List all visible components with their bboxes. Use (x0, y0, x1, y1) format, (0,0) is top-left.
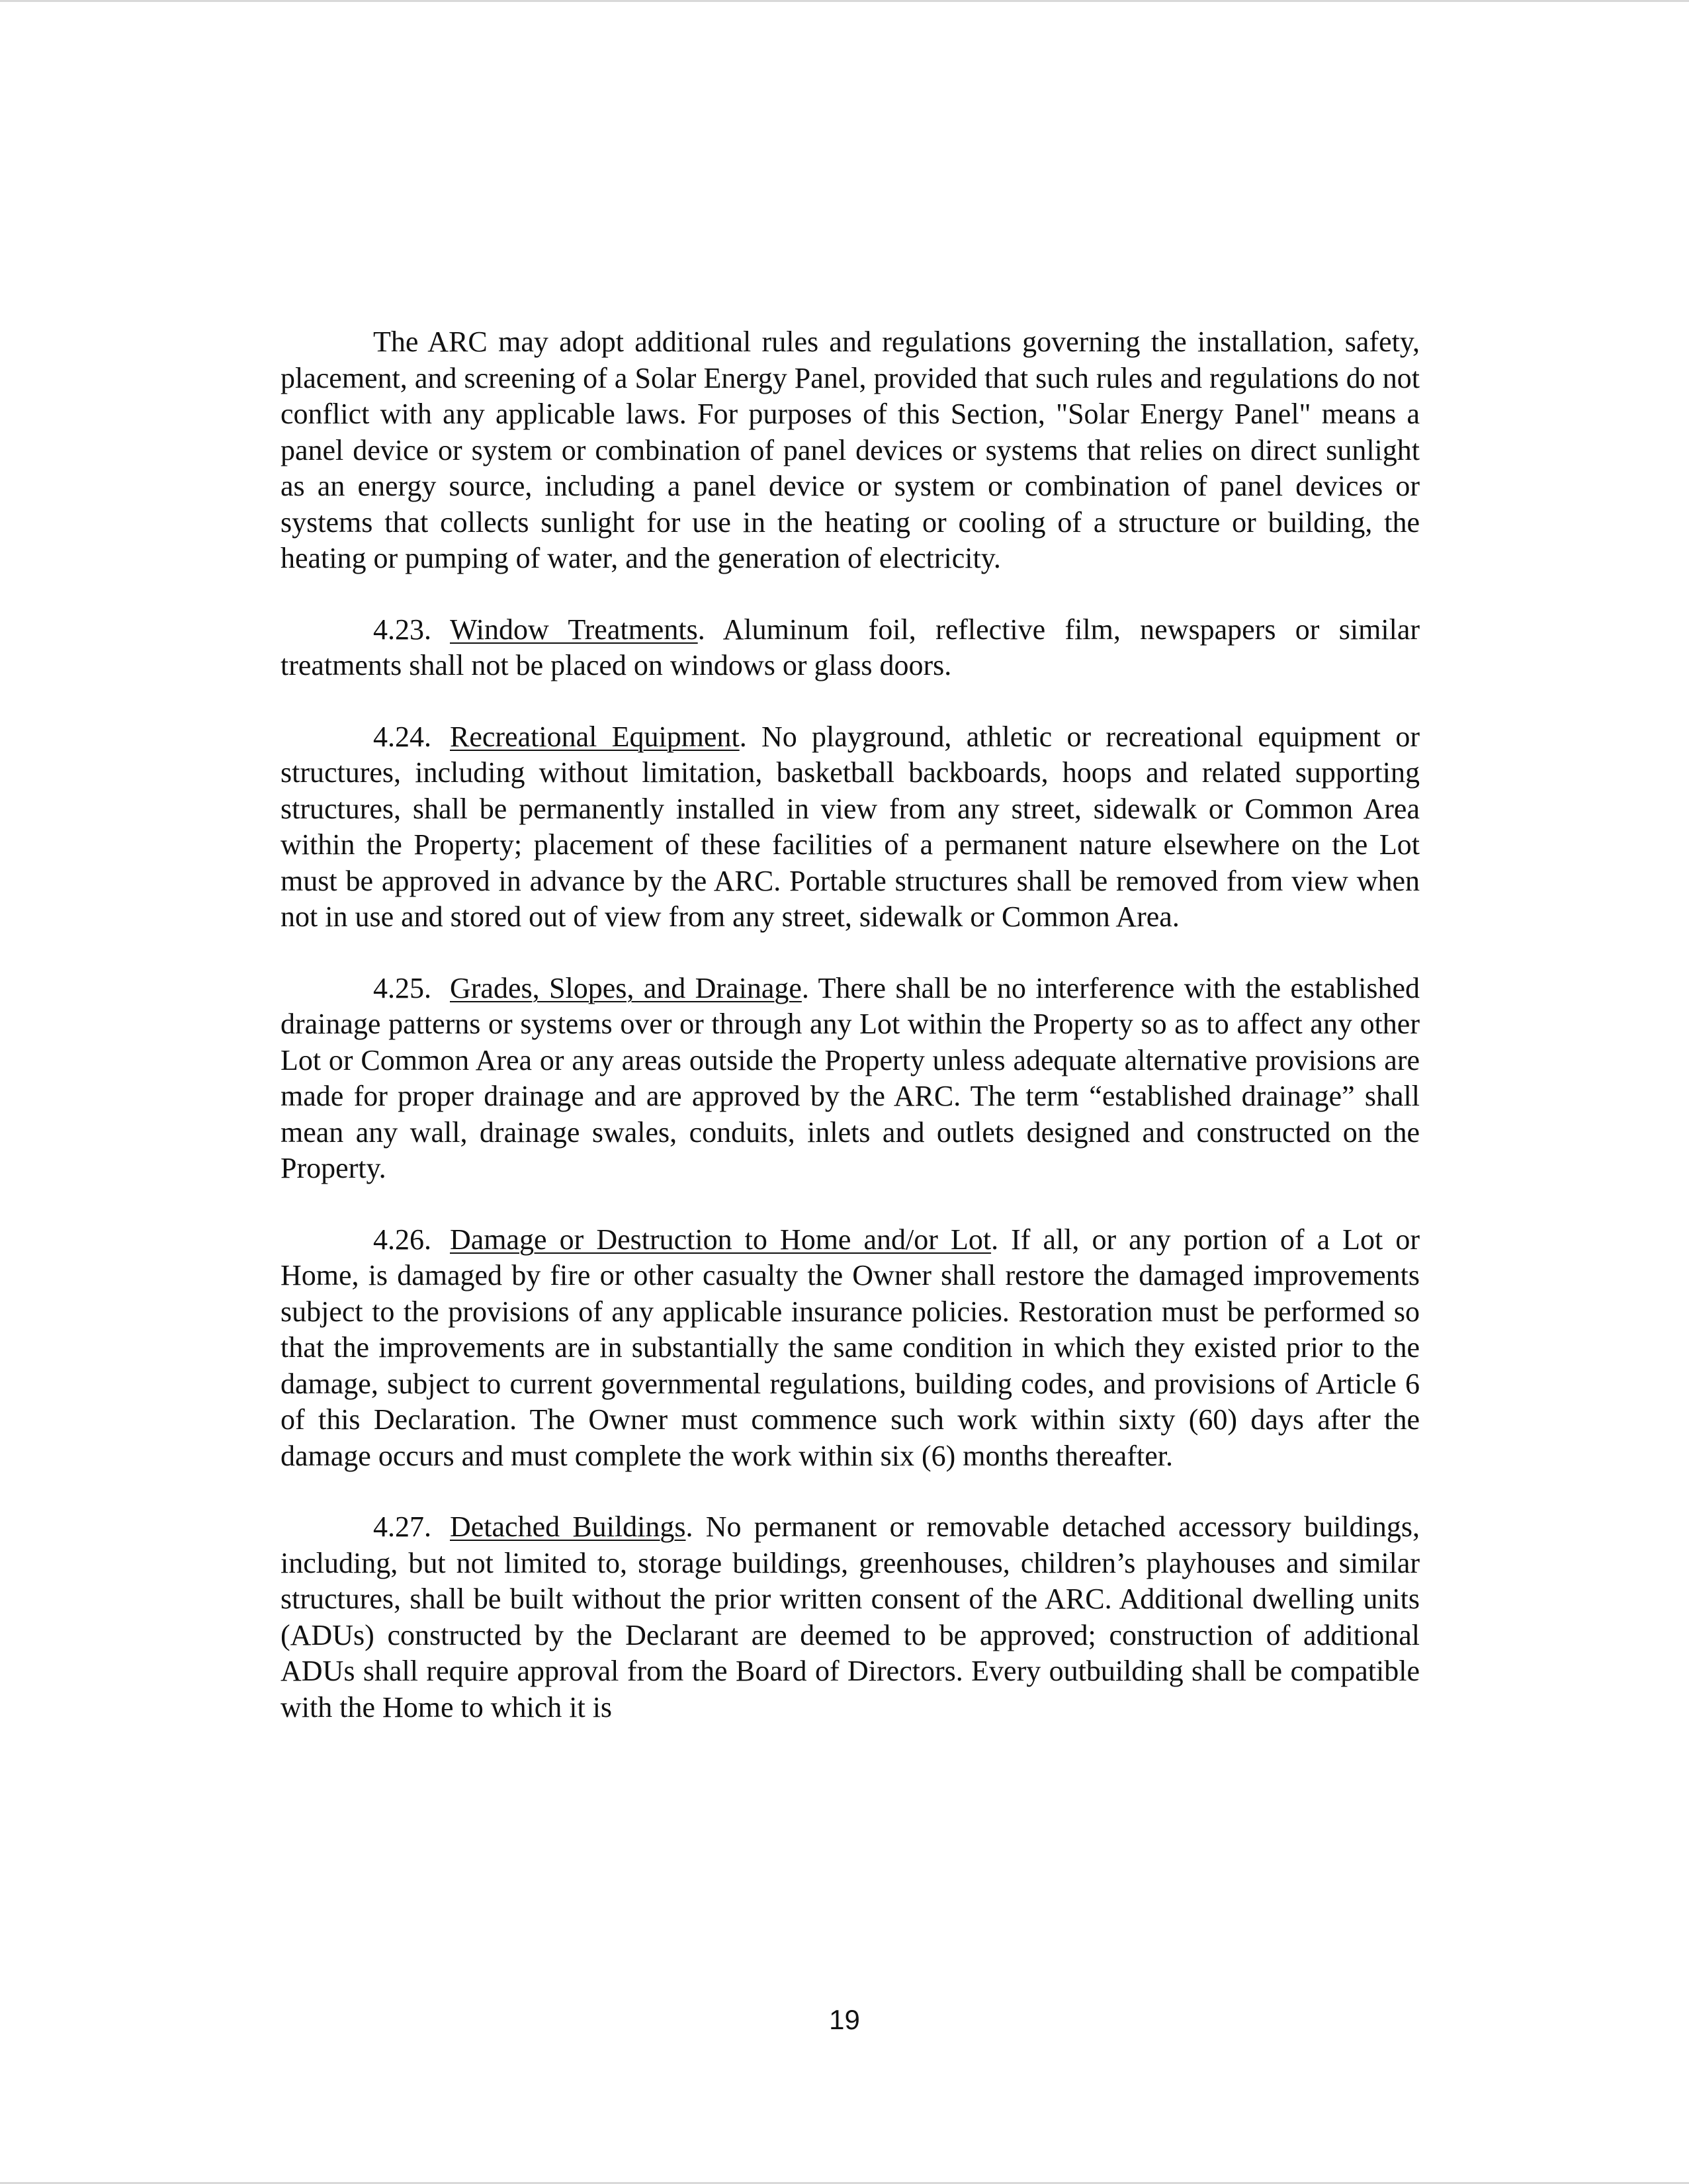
section-4-26 (281, 1222, 1420, 1475)
section-title: Window Treatments (450, 613, 698, 646)
section-number: 4.26. (373, 1223, 431, 1256)
section-number: 4.24. (373, 720, 431, 753)
section-text: . No permanent or removable detached accessory buildings, including, but not limited to, storage buildings, greenhouses, children’s playhouses and similar structures, shall be built without the prior written consent of the ARC. Additional dwelling units (ADUs) constructed by the Declarant are deemed to be approved; construction of additional ADUs shall require approval from the Board of Directors. Every outbuilding shall be compatible with the Home to which it is (281, 1510, 1420, 1724)
section-4-25 (281, 971, 1420, 1187)
section-4-23 (281, 612, 1420, 684)
page-number: 19 (829, 2004, 860, 2035)
section-title: Detached Buildings (450, 1510, 686, 1543)
section-number: 4.25. (373, 971, 431, 1004)
section-text: . No playground, athletic or recreational equipment or structures, including without limitation, basketball backboards, hoops and related supporting structures, shall be permanently installed in view from any street, sidewalk or Common Area within the Property; placement of these facilities of a permanent nature elsewhere on the Lot must be approved in advance by the ARC. Portable structures shall be removed from view when not in use and stored out of view from any street, sidewalk or Common Area. (281, 720, 1420, 933)
section-number: 4.23. (373, 613, 431, 646)
section-text: . If all, or any portion of a Lot or Home, is damaged by fire or other casualty the Owner shall restore the damaged improvements subject to the provisions of any applicable insurance policies. Restoration must be performed so that the improvements are in substantially the same condition in which they existed prior to the damage, subject to current governmental regulations, building codes, and provisions of Article 6 of this Declaration. The Owner must commence such work within sixty (60) days after the damage occurs and must complete the work within six (6) months thereafter. (281, 1223, 1420, 1472)
section-text: . There shall be no interference with the established drainage patterns or systems over or through any Lot within the Property so as to affect any other Lot or Common Area or any areas outside the Property unless adequate alternative provisions are made for proper drainage and are approved by the ARC. The term “established drainage” shall mean any wall, drainage swales, conduits, inlets and outlets designed and constructed on the Property. (281, 971, 1420, 1184)
section-title: Grades, Slopes, and Drainage (450, 971, 802, 1004)
section-title: Damage or Destruction to Home and/or Lot (450, 1223, 992, 1256)
scan-edge-top (0, 0, 1689, 2)
section-title: Recreational Equipment (450, 720, 740, 753)
intro-paragraph: The ARC may adopt additional rules and regulations governing the installation, safety, placement, and screening of a Solar Energy Panel, provided that such rules and regulations do not conflict with any applicable laws. For purposes of this Section, "Solar Energy Panel" means a panel device or system or combination of panel devices or systems that relies on direct sunlight as an energy source, including a panel device or system or combination of panel devices or systems that collects sunlight for use in the heating or cooling of a structure or building, the heating or pumping of water, and the generation of electricity. (281, 326, 1420, 574)
section-4-24 (281, 719, 1420, 936)
document-body (281, 324, 1420, 1761)
section-4-27 (281, 1509, 1420, 1725)
section-text: . Aluminum foil, reflective film, newspapers or similar treatments shall not be placed on windows or glass doors. (281, 613, 1420, 681)
section-number: 4.27. (373, 1510, 431, 1543)
